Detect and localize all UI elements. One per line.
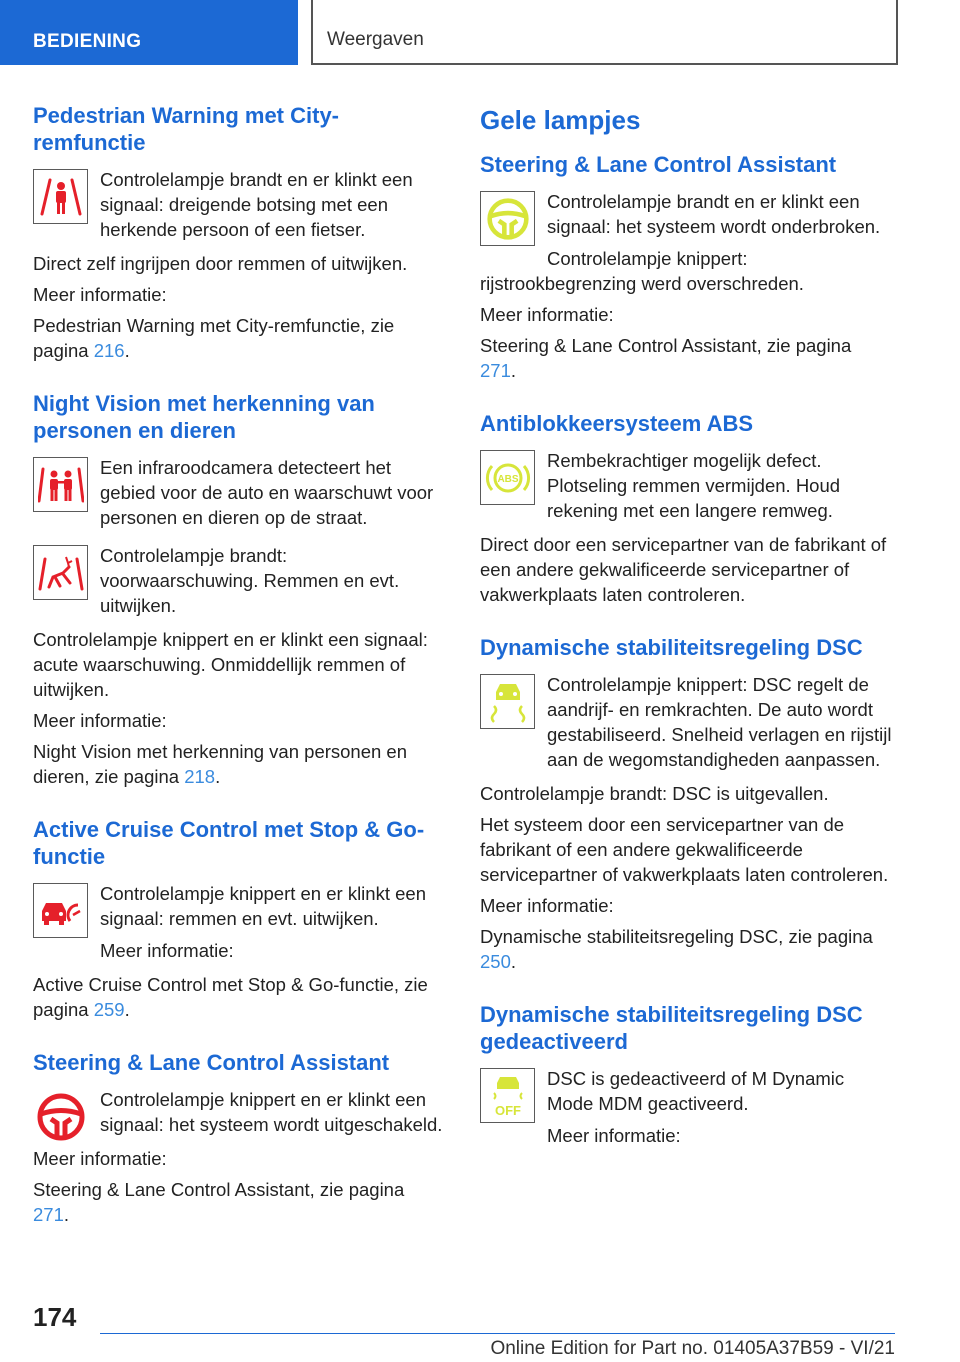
header-chapter-box: [311, 0, 898, 65]
paragraph: Direct zelf ingrijpen door remmen of uitwijken.: [33, 253, 408, 274]
indicator-description: Controlelampje knippert en er klinkt een signaal: het systeem wordt uitgeschakeld.: [100, 1089, 443, 1135]
edition-label: Online Edition for Part no. 01405A37B59 - VI/21: [490, 1338, 895, 1359]
section-title: Dynamische stabiliteitsregeling DSC: [480, 635, 863, 660]
section-steering-lane-control-yellow: [480, 151, 892, 383]
more-info-label: Meer informatie:: [547, 1125, 681, 1146]
page-link[interactable]: 216: [93, 340, 125, 361]
more-info-label: Meer informatie:: [480, 304, 614, 325]
indicator-entry: [33, 167, 445, 249]
more-info-label: Meer informatie:: [33, 1148, 167, 1169]
reference-prefix: Active Cruise Control met Stop & Go-functie, zie pagina: [33, 974, 428, 1020]
section-title: Dynamische stabiliteitsregeling DSC gedeactiveerd: [480, 1002, 863, 1054]
page-link[interactable]: 250: [480, 951, 511, 972]
header-chapter-label: Weergaven: [327, 29, 424, 50]
reference-suffix: .: [124, 340, 130, 361]
pedestrian-warning-icon: [33, 169, 88, 224]
persons-icon: [33, 457, 88, 512]
page-link[interactable]: 271: [480, 360, 511, 381]
indicator-entry: [480, 189, 892, 246]
section-title: Pedestrian Warning met City-remfunctie: [33, 103, 340, 155]
header-section-tab: [0, 0, 298, 65]
indicator-entry: [33, 455, 445, 537]
reference-text: [33, 739, 445, 789]
indicator-entry: [480, 672, 892, 779]
section-night-vision: [33, 390, 445, 789]
indicator-description: Controlelampje knippert: DSC regelt de aandrijf- en remkrachten. De auto wordt gestabiliseerd. Snelheid verlagen en rijstijl aan de wegomstandigheden aanpassen.: [547, 674, 892, 770]
section-dsc-off: [480, 1001, 892, 1155]
page-link[interactable]: 271: [33, 1204, 64, 1225]
paragraph: Het systeem door een servicepartner van de fabrikant of een andere gekwalificeerde servicepartner of vakwerkplaats laten controleren.: [480, 814, 889, 885]
indicator-description: Rembekrachtiger mogelijk defect. Plotseling remmen vermijden. Houd rekening met een langere remweg.: [547, 450, 841, 521]
page-number: 174: [33, 1302, 77, 1332]
section-active-cruise-control: [33, 816, 445, 1022]
header-section-label: BEDIENING: [33, 31, 142, 52]
indicator-description: Controlelampje brandt en er klinkt een signaal: het systeem wordt onderbroken.: [547, 191, 881, 237]
indicator-entry: [480, 1066, 892, 1155]
left-column: [33, 100, 445, 1227]
abs-icon-label: ABS: [496, 473, 519, 485]
section-title: Active Cruise Control met Stop & Go-functie: [33, 817, 425, 869]
dsc-off-icon-label: OFF: [494, 1102, 521, 1118]
reference-prefix: Dynamische stabiliteitsregeling DSC, zie pagina: [480, 926, 873, 947]
abs-icon: [480, 450, 535, 505]
reference-suffix: .: [215, 766, 221, 787]
indicator-description: Controlelampje knippert en er klinkt een signaal: remmen en evt. uitwijken.: [100, 883, 426, 929]
indicator-description: Een infraroodcamera detecteert het gebied voor de auto en waarschuwt voor personen en dieren op de straat.: [100, 457, 434, 528]
indicator-entry: [33, 543, 445, 625]
yellow-lamps-title: Gele lampjes: [480, 105, 641, 135]
dsc-icon: [480, 674, 535, 729]
indicator-entry: [33, 881, 445, 970]
indicator-entry: [480, 448, 892, 530]
indicator-description-blink: Controlelampje knippert: rijstrookbegrenzing werd overschreden.: [480, 248, 804, 294]
more-info-label: Meer informatie:: [480, 895, 614, 916]
right-column: [480, 100, 892, 1155]
section-pedestrian-warning: [33, 102, 445, 363]
indicator-entry: [33, 1087, 445, 1144]
reference-prefix: Steering & Lane Control Assistant, zie pagina: [33, 1179, 405, 1200]
more-info-label: Meer informatie:: [100, 940, 234, 961]
reference-text: [33, 972, 445, 1022]
section-title: Night Vision met herkenning van personen en dieren: [33, 391, 375, 443]
reference-suffix: .: [63, 1204, 70, 1225]
cruise-control-warning-icon: [33, 883, 88, 938]
section-title: Steering & Lane Control Assistant: [480, 152, 837, 177]
section-title: Antiblokkeersysteem ABS: [480, 411, 754, 436]
deer-warning-icon: [33, 545, 88, 600]
reference-prefix: Night Vision met herkenning van personen en dieren, zie pagina: [33, 741, 408, 787]
paragraph: Direct door een servicepartner van de fabrikant of een andere gekwalificeerde servicepartner of vakwerkplaats laten controleren.: [480, 534, 887, 605]
page-link[interactable]: 218: [184, 766, 216, 787]
steering-wheel-red-icon: [33, 1089, 88, 1144]
more-info-label: Meer informatie:: [33, 284, 167, 305]
section-steering-lane-control-red: [33, 1049, 445, 1227]
indicator-description: Controlelampje brandt en er klinkt een signaal: dreigende botsing met een herkende persoon of een fietser.: [100, 169, 413, 240]
reference-text: [33, 313, 445, 363]
reference-suffix: .: [124, 999, 130, 1020]
reference-prefix: Pedestrian Warning met City-remfunctie, zie pagina: [33, 315, 395, 361]
reference-suffix: .: [510, 360, 517, 381]
section-abs: [480, 410, 892, 607]
reference-text: [33, 1177, 445, 1227]
indicator-description: Controlelampje brandt: voorwaarschuwing. Remmen en evt. uitwijken.: [100, 545, 400, 616]
section-title: Steering & Lane Control Assistant: [33, 1050, 390, 1075]
steering-wheel-yellow-icon: [480, 191, 535, 246]
section-dsc: [480, 634, 892, 974]
reference-prefix: Steering & Lane Control Assistant, zie pagina: [480, 335, 852, 356]
reference-text: [480, 333, 892, 383]
reference-text: [480, 924, 892, 974]
more-info-label: Meer informatie:: [33, 710, 167, 731]
page-link[interactable]: 259: [93, 999, 125, 1020]
dsc-off-icon: [480, 1068, 535, 1123]
reference-suffix: .: [510, 951, 517, 972]
footer-divider: [100, 1333, 895, 1334]
indicator-description: DSC is gedeactiveerd of M Dynamic Mode MDM geactiveerd.: [547, 1068, 845, 1114]
paragraph: Controlelampje knippert en er klinkt een signaal: acute waarschuwing. Onmiddellijk remmen of uitwijken.: [33, 629, 428, 700]
paragraph: Controlelampje brandt: DSC is uitgevallen.: [480, 783, 829, 804]
